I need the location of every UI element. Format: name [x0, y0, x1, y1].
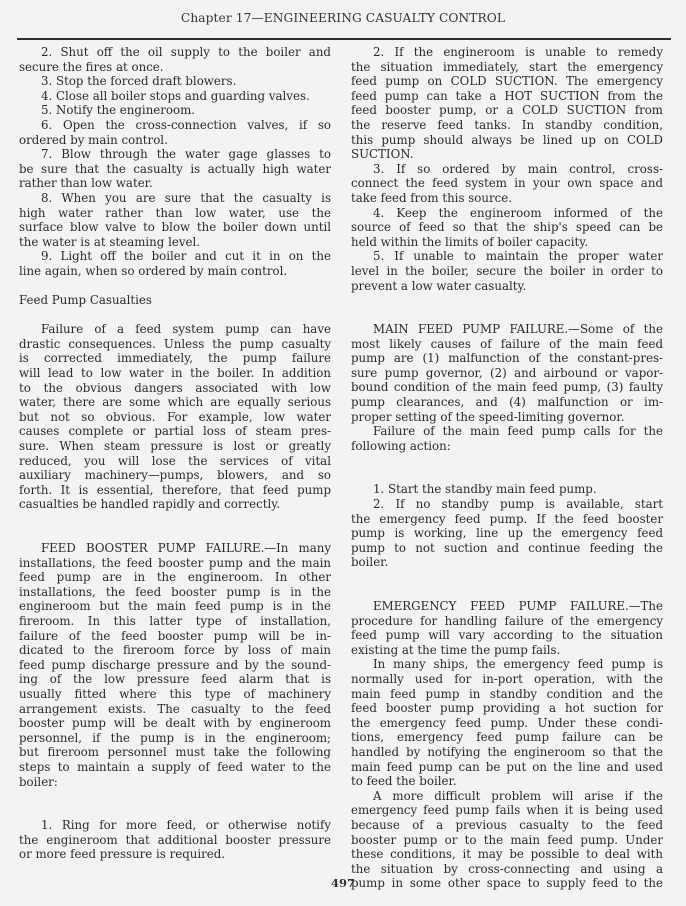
text-line: proper setting of the speed-limiting governor. [351, 409, 625, 424]
text-line: rather than low water. [19, 176, 153, 191]
text-line: ing of the low pressure feed alarm that is [19, 672, 331, 687]
text-line: handled by notifying the engineroom so that the [351, 744, 663, 759]
text-line: 6. Open the cross-connection valves, if so [41, 117, 331, 132]
spacer [351, 570, 663, 599]
text-line: feed pump are in the engineroom. In other [19, 570, 331, 585]
text-line: arrangement exists. The casualty to the feed [19, 701, 331, 716]
text-line: booster pump or to the main feed pump. Under [351, 832, 663, 847]
paragraph [19, 74, 331, 89]
text-line: feed pump will vary according to the situation [351, 628, 663, 643]
text-line: 5. If unable to maintain the proper water [373, 249, 663, 264]
paragraph [19, 118, 331, 147]
text-line: sure. When steam pressure is lost or greatly [19, 439, 331, 454]
text-line: installations, the feed booster pump is in the [19, 584, 331, 599]
paragraph [19, 103, 331, 118]
header-rule [17, 38, 671, 40]
running-header: Chapter 17—ENGINEERING CASUALTY CONTROL [180, 11, 506, 25]
text-line: level in the boiler, secure the boiler in order to [351, 263, 663, 278]
paragraph [351, 657, 663, 788]
text-line: the water is at steaming level. [19, 234, 201, 249]
text-line: casualties be handled rapidly and correctly. [19, 497, 281, 512]
text-line: but not so obvious. For example, low water [19, 409, 331, 424]
text-line: water, there are some which are equally serious [19, 395, 331, 410]
text-line: 3. Stop the forced draft blowers. [41, 74, 237, 89]
text-line: these conditions, it may be possible to deal with [351, 847, 663, 862]
text-line: to feed the boiler. [351, 774, 457, 789]
text-line: 3. If so ordered by main control, cross- [373, 161, 663, 176]
text-line: main feed pump in standby condition and the [351, 686, 663, 701]
text-line: FEED BOOSTER PUMP FAILURE.—In many [41, 541, 331, 555]
text-line: Failure of the main feed pump calls for the [373, 424, 663, 439]
paragraph [351, 249, 663, 293]
text-line: or more feed pressure is required. [19, 847, 226, 862]
text-line: the situation by cross-connecting and using a [351, 861, 663, 876]
text-line: ordered by main control. [19, 132, 168, 147]
text-line: installations, the feed booster pump and the main [19, 555, 331, 570]
paragraph [19, 147, 331, 191]
text-line: the engineroom that additional booster pressure [19, 832, 331, 847]
text-line: because of a previous casualty to the feed [351, 817, 663, 832]
left-column [19, 45, 331, 862]
text-line: 5. Notify the engineroom. [41, 103, 196, 118]
text-line: take feed from this source. [351, 190, 512, 205]
text-line: pump in some other space to supply feed to the [351, 876, 663, 891]
text-line: boiler. [351, 555, 389, 570]
spacer [351, 453, 663, 482]
paragraph [19, 818, 331, 862]
text-line: tions, emergency feed pump failure can be [351, 730, 663, 745]
text-line: prevent a low water casualty. [351, 278, 527, 293]
text-line: personnel, if the pump is in the engineroom; [19, 730, 331, 745]
paragraph [351, 424, 663, 453]
spacer [19, 308, 331, 323]
text-line: the situation immediately, start the emergency [351, 59, 663, 74]
spacer [19, 512, 331, 541]
paragraph [351, 482, 663, 497]
text-line: 2. If no standby pump is available, start [373, 497, 663, 512]
text-line: auxiliary machinery—pumps, blowers, and so [19, 468, 331, 483]
text-line: this pump should always be lined up on COLD [351, 132, 663, 147]
text-line: MAIN FEED PUMP FAILURE.—Some of the [373, 322, 663, 337]
text-line: drastic consequences. Unless the pump casualty [19, 336, 331, 351]
text-line: 9. Light off the boiler and cut it in on the [41, 249, 331, 264]
paragraph [351, 497, 663, 570]
section-heading [19, 293, 331, 308]
paragraph [19, 322, 331, 512]
paragraph [351, 45, 663, 162]
text-line: EMERGENCY FEED PUMP FAILURE.—The [373, 599, 663, 613]
text-line: pump are (1) malfunction of the constant-pres- [351, 351, 663, 366]
text-line: feed booster pump providing a hot suction for [351, 701, 663, 716]
text-line: 8. When you are sure that the casualty is [41, 190, 331, 205]
spacer [351, 293, 663, 322]
text-line: following action: [351, 438, 451, 453]
text-line: 4. Keep the engineroom informed of the [373, 205, 663, 220]
text-line: 4. Close all boiler stops and guarding valves. [41, 88, 310, 103]
paragraph [351, 206, 663, 250]
text-line: feed booster pump, or a COLD SUCTION from [351, 103, 663, 118]
text-line: the reserve feed tanks. In standby condition, [351, 117, 663, 132]
text-line: be sure that the casualty is actually high water [19, 161, 331, 176]
text-line: held within the limits of boiler capacity. [351, 234, 589, 249]
spacer [19, 279, 331, 294]
text-line: main feed pump can be put on the line and used [351, 759, 663, 774]
text-line: sure pump governor, (2) and airbound or vapor- [351, 365, 663, 380]
text-line: 1. Start the standby main feed pump. [373, 482, 597, 497]
text-line: existing at the time the pump fails. [351, 642, 561, 657]
paragraph [19, 541, 331, 789]
paragraph [351, 322, 663, 424]
text-line: SUCTION. [351, 147, 414, 162]
text-line: forth. It is essential, therefore, that feed pump [19, 482, 331, 497]
text-line: Failure of a feed system pump can have [41, 322, 331, 337]
text-line: procedure for handling failure of the emergency [351, 613, 663, 628]
text-line: high water rather than low water, use the [19, 205, 331, 220]
text-line: the emergency feed pump. If the feed booster [351, 511, 663, 526]
paragraph [19, 45, 331, 74]
text-line: causes complete or partial loss of steam pres- [19, 424, 331, 439]
text-line: reduced, you will lose the services of vital [19, 453, 331, 468]
text-line: bound condition of the main feed pump, (3) faulty [351, 380, 663, 395]
right-column [351, 45, 663, 891]
text-line: usually fitted where this type of machinery [19, 686, 331, 701]
text-line: 1. Ring for more feed, or otherwise notify [41, 818, 331, 833]
text-line: is corrected immediately, the pump failure [19, 351, 331, 366]
text-line: 2. Shut off the oil supply to the boiler and [41, 45, 331, 59]
text-line: failure of the feed booster pump will be in- [19, 628, 331, 643]
text-line: secure the fires at once. [19, 59, 164, 74]
text-line: normally used for in-port operation, with the [351, 671, 663, 686]
text-line: emergency feed pump fails when it is being used [351, 803, 663, 818]
text-line: engineroom but the main feed pump is in the [19, 599, 331, 614]
text-line: pump clearances, and (4) malfunction or im- [351, 395, 663, 410]
paragraph [19, 191, 331, 249]
paragraph [351, 599, 663, 657]
text-line: 2. If the engineroom is unable to remedy [373, 45, 663, 59]
text-line: booster pump will be dealt with by engineroom [19, 716, 331, 731]
spacer [19, 789, 331, 818]
paragraph [19, 249, 331, 278]
page-number: 497 [330, 876, 355, 890]
text-line: steps to maintain a supply of feed water to the [19, 759, 331, 774]
text-line: In many ships, the emergency feed pump is [373, 657, 663, 672]
text-line: pump to not suction and continue feeding the [351, 540, 663, 555]
text-line: 7. Blow through the water gage glasses to [41, 147, 331, 162]
text-line: to the obvious dangers associated with low [19, 380, 331, 395]
text-line: fireroom. In this latter type of installation, [19, 613, 331, 628]
text-line: feed pump on COLD SUCTION. The emergency [351, 74, 663, 89]
paragraph [19, 89, 331, 104]
text-line: A more difficult problem will arise if the [373, 788, 663, 803]
text-line: line again, when so ordered by main control. [19, 263, 288, 278]
text-line: pump is working, line up the emergency feed [351, 526, 663, 541]
text-line: surface blow valve to blow the boiler down until [19, 220, 331, 235]
text-line: feed pump can take a HOT SUCTION from the [351, 88, 663, 103]
text-line: most likely causes of failure of the main feed [351, 336, 663, 351]
text-line: will lead to low water in the boiler. In addition [19, 366, 331, 381]
text-line: boiler: [19, 774, 58, 789]
text-line: dicated to the fireroom force by loss of main [19, 643, 331, 658]
text-line: the emergency feed pump. Under these condi- [351, 715, 663, 730]
text-line: connect the feed system in your own space and [351, 176, 663, 191]
paragraph [351, 162, 663, 206]
text-line: source of feed so that the ship's speed can be [351, 220, 663, 235]
text-line: but fireroom personnel must take the following [19, 745, 331, 760]
text-line: Feed Pump Casualties [19, 293, 152, 308]
text-line: feed pump discharge pressure and by the sound- [19, 657, 331, 672]
